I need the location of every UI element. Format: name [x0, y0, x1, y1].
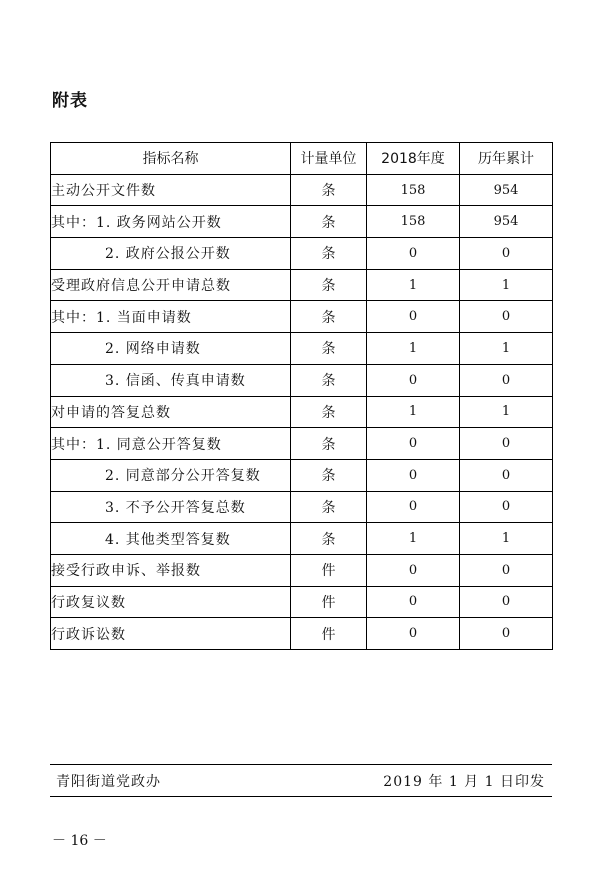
- footer-bottom-rule: [50, 796, 552, 797]
- row-unit: 条: [291, 301, 367, 333]
- table-row: [51, 364, 553, 396]
- table-row: [51, 586, 553, 618]
- row-value-cumulative: 0: [460, 364, 553, 396]
- row-indicator-name: 其中：1. 政务网站公开数: [51, 206, 291, 238]
- table-row: [51, 238, 553, 270]
- row-value-2018: 0: [367, 238, 460, 270]
- row-unit: 条: [291, 269, 367, 301]
- table-row: [51, 206, 553, 238]
- row-indicator-name: 对申请的答复总数: [51, 396, 291, 428]
- row-value-2018: 1: [367, 333, 460, 365]
- row-indicator-name: 其中：1. 同意公开答复数: [51, 428, 291, 460]
- row-unit: 件: [291, 586, 367, 618]
- row-value-2018: 158: [367, 174, 460, 206]
- row-value-cumulative: 1: [460, 396, 553, 428]
- table-row: [51, 269, 553, 301]
- row-unit: 条: [291, 428, 367, 460]
- header-cumulative: 历年累计: [460, 143, 553, 175]
- row-unit: 条: [291, 206, 367, 238]
- row-value-2018: 1: [367, 269, 460, 301]
- table-header-row: [51, 143, 553, 175]
- row-value-cumulative: 0: [460, 428, 553, 460]
- row-unit: 条: [291, 333, 367, 365]
- row-value-cumulative: 0: [460, 491, 553, 523]
- row-unit: 件: [291, 554, 367, 586]
- row-indicator-name: 2. 政府公报公开数: [51, 238, 291, 270]
- row-unit: 条: [291, 523, 367, 555]
- table-row: [51, 333, 553, 365]
- page-number: － 16 －: [52, 833, 107, 849]
- row-value-2018: 0: [367, 301, 460, 333]
- row-value-2018: 0: [367, 491, 460, 523]
- table-row: [51, 523, 553, 555]
- row-indicator-name: 4. 其他类型答复数: [51, 523, 291, 555]
- row-value-2018: 0: [367, 364, 460, 396]
- footer-top-rule: [50, 764, 552, 765]
- table-body: [51, 174, 553, 649]
- row-unit: 条: [291, 174, 367, 206]
- row-value-cumulative: 1: [460, 269, 553, 301]
- footer-issue-date: 2019 年 1 月 1 日印发: [383, 774, 545, 790]
- row-indicator-name: 2. 同意部分公开答复数: [51, 459, 291, 491]
- row-value-2018: 1: [367, 396, 460, 428]
- row-indicator-name: 3. 不予公开答复总数: [51, 491, 291, 523]
- row-value-2018: 0: [367, 554, 460, 586]
- row-value-2018: 0: [367, 459, 460, 491]
- row-value-cumulative: 0: [460, 301, 553, 333]
- row-indicator-name: 行政诉讼数: [51, 618, 291, 650]
- page-title: 附表: [52, 91, 88, 111]
- row-value-cumulative: 954: [460, 206, 553, 238]
- table-row: [51, 396, 553, 428]
- table-row: [51, 174, 553, 206]
- row-indicator-name: 其中：1. 当面申请数: [51, 301, 291, 333]
- row-unit: 条: [291, 491, 367, 523]
- header-year-2018: 2018年度: [367, 143, 460, 175]
- row-indicator-name: 3. 信函、传真申请数: [51, 364, 291, 396]
- row-value-2018: 0: [367, 586, 460, 618]
- table-row: [51, 618, 553, 650]
- row-value-2018: 0: [367, 428, 460, 460]
- table-row: [51, 554, 553, 586]
- row-value-cumulative: 0: [460, 586, 553, 618]
- row-unit: 条: [291, 396, 367, 428]
- header-unit: 计量单位: [291, 143, 367, 175]
- statistics-table: [50, 142, 553, 650]
- row-indicator-name: 行政复议数: [51, 586, 291, 618]
- row-value-2018: 0: [367, 618, 460, 650]
- table-row: [51, 491, 553, 523]
- row-value-2018: 158: [367, 206, 460, 238]
- row-value-cumulative: 1: [460, 333, 553, 365]
- row-unit: 条: [291, 459, 367, 491]
- row-indicator-name: 受理政府信息公开申请总数: [51, 269, 291, 301]
- row-value-cumulative: 0: [460, 618, 553, 650]
- header-indicator-name: 指标名称: [51, 143, 291, 175]
- table-row: [51, 428, 553, 460]
- row-value-cumulative: 0: [460, 238, 553, 270]
- row-unit: 条: [291, 238, 367, 270]
- row-unit: 条: [291, 364, 367, 396]
- row-indicator-name: 2. 网络申请数: [51, 333, 291, 365]
- row-value-cumulative: 954: [460, 174, 553, 206]
- table-row: [51, 301, 553, 333]
- table-row: [51, 459, 553, 491]
- row-indicator-name: 接受行政申诉、举报数: [51, 554, 291, 586]
- row-value-2018: 1: [367, 523, 460, 555]
- row-value-cumulative: 1: [460, 523, 553, 555]
- footer-issuer: 青阳街道党政办: [56, 774, 161, 790]
- row-value-cumulative: 0: [460, 554, 553, 586]
- row-indicator-name: 主动公开文件数: [51, 174, 291, 206]
- row-unit: 件: [291, 618, 367, 650]
- row-value-cumulative: 0: [460, 459, 553, 491]
